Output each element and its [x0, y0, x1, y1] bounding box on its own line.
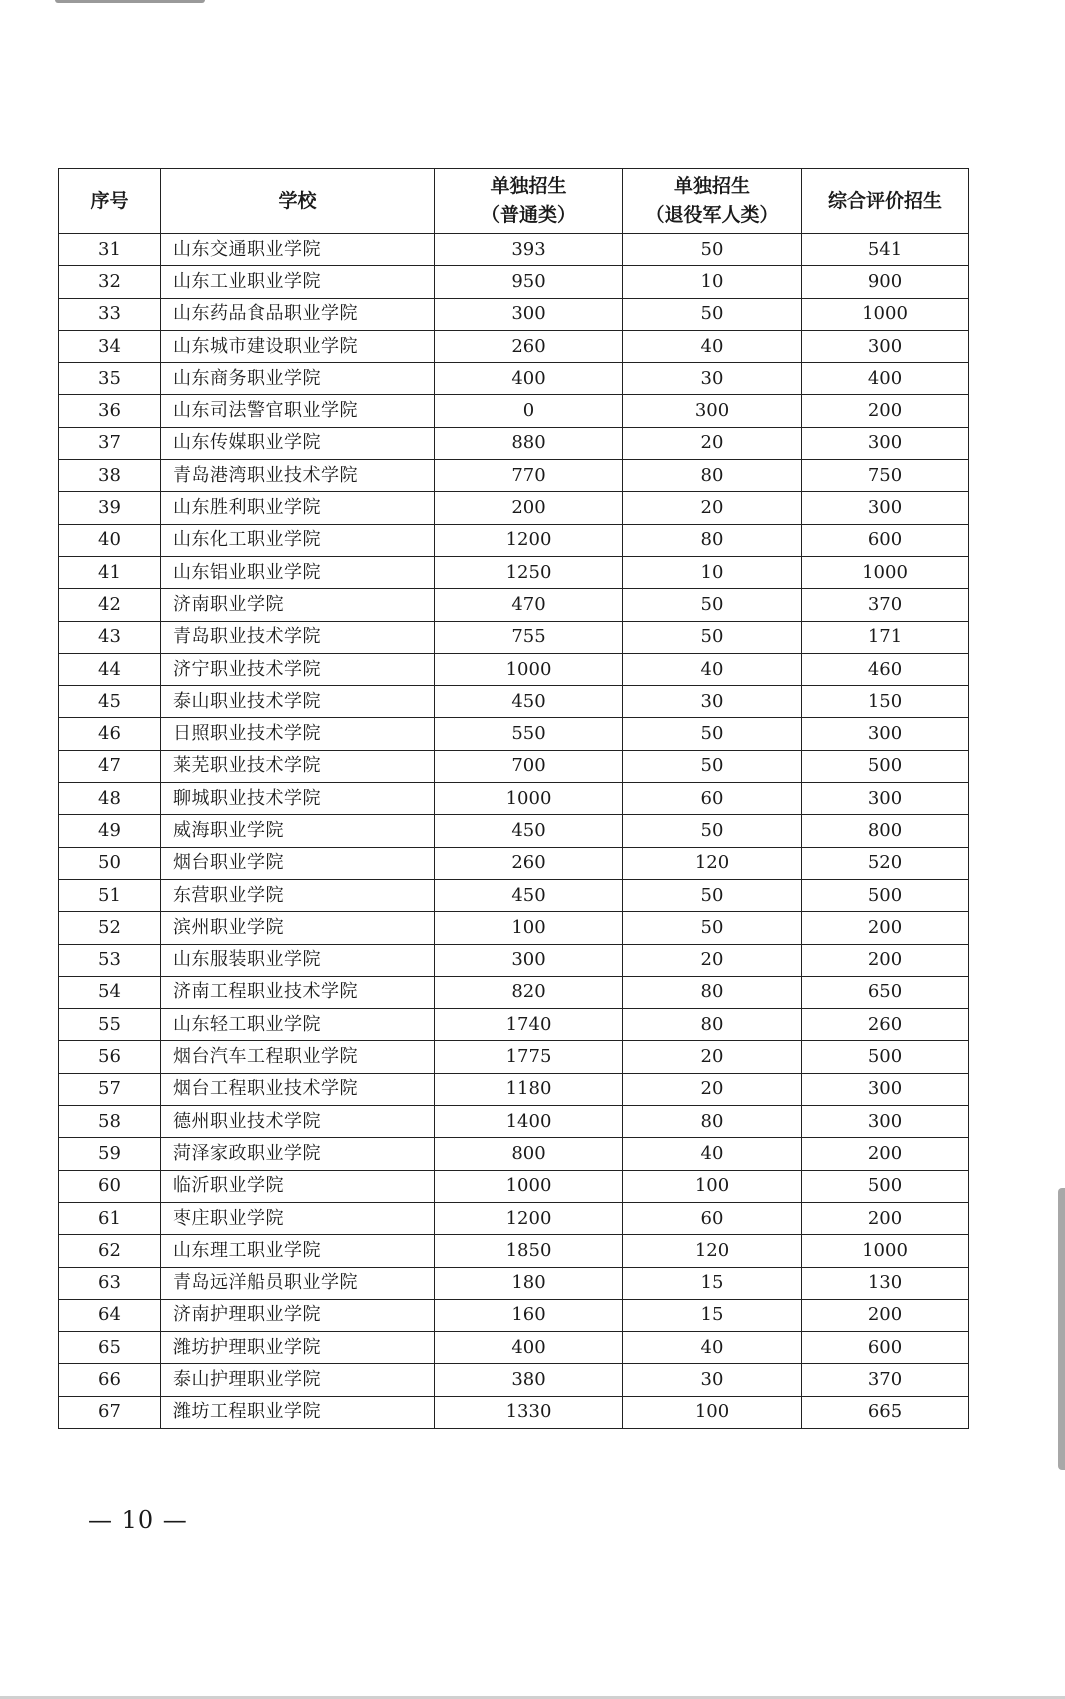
cell-single-veteran: 20 [623, 1041, 802, 1073]
cell-single-general: 880 [435, 427, 623, 459]
cell-seq: 37 [59, 427, 161, 459]
cell-single-veteran: 30 [623, 1364, 802, 1396]
table-row [59, 234, 969, 266]
cell-comprehensive: 800 [802, 815, 969, 847]
cell-seq: 35 [59, 363, 161, 395]
cell-single-veteran: 120 [623, 847, 802, 879]
cell-school: 山东城市建设职业学院 [161, 330, 435, 362]
cell-seq: 54 [59, 976, 161, 1008]
cell-single-general: 1330 [435, 1396, 623, 1428]
table-row [59, 460, 969, 492]
cell-comprehensive: 600 [802, 524, 969, 556]
table-row [59, 1138, 969, 1170]
table-row [59, 718, 969, 750]
cell-comprehensive: 750 [802, 460, 969, 492]
cell-single-general: 1000 [435, 653, 623, 685]
cell-single-veteran: 40 [623, 330, 802, 362]
cell-single-general: 1740 [435, 1009, 623, 1041]
cell-comprehensive: 300 [802, 783, 969, 815]
cell-school: 威海职业学院 [161, 815, 435, 847]
cell-school: 烟台工程职业技术学院 [161, 1073, 435, 1105]
cell-single-general: 393 [435, 234, 623, 266]
cell-single-general: 0 [435, 395, 623, 427]
cell-single-general: 1000 [435, 1170, 623, 1202]
cell-school: 山东交通职业学院 [161, 234, 435, 266]
cell-seq: 40 [59, 524, 161, 556]
cell-single-general: 450 [435, 879, 623, 911]
table-row [59, 912, 969, 944]
cell-school: 青岛职业技术学院 [161, 621, 435, 653]
table-row [59, 1267, 969, 1299]
cell-seq: 50 [59, 847, 161, 879]
cell-school: 济南工程职业技术学院 [161, 976, 435, 1008]
header-comprehensive: 综合评价招生 [802, 169, 969, 234]
cell-single-veteran: 300 [623, 395, 802, 427]
cell-seq: 60 [59, 1170, 161, 1202]
table-row [59, 298, 969, 330]
cell-seq: 38 [59, 460, 161, 492]
cell-seq: 53 [59, 944, 161, 976]
cell-comprehensive: 520 [802, 847, 969, 879]
cell-single-general: 300 [435, 944, 623, 976]
cell-seq: 64 [59, 1299, 161, 1331]
header-single-veteran [623, 169, 802, 234]
cell-comprehensive: 900 [802, 266, 969, 298]
cell-school: 泰山护理职业学院 [161, 1364, 435, 1396]
cell-seq: 55 [59, 1009, 161, 1041]
table-row [59, 976, 969, 1008]
cell-single-veteran: 100 [623, 1170, 802, 1202]
table-header-row [59, 169, 969, 234]
cell-seq: 44 [59, 653, 161, 685]
cell-comprehensive: 541 [802, 234, 969, 266]
table-row [59, 589, 969, 621]
cell-single-general: 400 [435, 363, 623, 395]
cell-comprehensive: 400 [802, 363, 969, 395]
cell-comprehensive: 130 [802, 1267, 969, 1299]
cell-single-general: 1850 [435, 1235, 623, 1267]
cell-single-veteran: 50 [623, 298, 802, 330]
cell-comprehensive: 665 [802, 1396, 969, 1428]
table-row [59, 1364, 969, 1396]
cell-school: 日照职业技术学院 [161, 718, 435, 750]
cell-school: 山东轻工职业学院 [161, 1009, 435, 1041]
cell-comprehensive: 200 [802, 395, 969, 427]
table-row [59, 1073, 969, 1105]
table-row [59, 524, 969, 556]
cell-single-veteran: 20 [623, 492, 802, 524]
cell-seq: 62 [59, 1235, 161, 1267]
cell-seq: 36 [59, 395, 161, 427]
cell-single-veteran: 40 [623, 1332, 802, 1364]
cell-comprehensive: 200 [802, 1138, 969, 1170]
cell-school: 枣庄职业学院 [161, 1202, 435, 1234]
cell-seq: 31 [59, 234, 161, 266]
cell-single-veteran: 50 [623, 815, 802, 847]
table-row [59, 1170, 969, 1202]
cell-comprehensive: 200 [802, 1299, 969, 1331]
table-row [59, 621, 969, 653]
cell-single-general: 1775 [435, 1041, 623, 1073]
cell-school: 山东司法警官职业学院 [161, 395, 435, 427]
header-single-veteran-line2: （退役军人类） [645, 204, 779, 226]
cell-comprehensive: 460 [802, 653, 969, 685]
cell-seq: 39 [59, 492, 161, 524]
cell-comprehensive: 200 [802, 944, 969, 976]
table-row [59, 783, 969, 815]
cell-school: 山东药品食品职业学院 [161, 298, 435, 330]
cell-seq: 56 [59, 1041, 161, 1073]
cell-seq: 67 [59, 1396, 161, 1428]
cell-single-veteran: 20 [623, 944, 802, 976]
cell-single-veteran: 80 [623, 460, 802, 492]
cell-single-veteran: 100 [623, 1396, 802, 1428]
cell-single-general: 380 [435, 1364, 623, 1396]
cell-seq: 34 [59, 330, 161, 362]
cell-single-veteran: 50 [623, 621, 802, 653]
table-row [59, 1009, 969, 1041]
cell-single-general: 700 [435, 750, 623, 782]
cell-single-general: 1400 [435, 1106, 623, 1138]
cell-school: 山东商务职业学院 [161, 363, 435, 395]
cell-seq: 45 [59, 686, 161, 718]
cell-single-general: 1250 [435, 556, 623, 588]
table-row [59, 815, 969, 847]
cell-seq: 58 [59, 1106, 161, 1138]
cell-single-veteran: 60 [623, 783, 802, 815]
cell-single-general: 950 [435, 266, 623, 298]
cell-seq: 66 [59, 1364, 161, 1396]
table-row [59, 427, 969, 459]
cell-seq: 43 [59, 621, 161, 653]
cell-single-veteran: 30 [623, 686, 802, 718]
cell-school: 山东服装职业学院 [161, 944, 435, 976]
cell-school: 莱芜职业技术学院 [161, 750, 435, 782]
table-row [59, 1299, 969, 1331]
cell-seq: 61 [59, 1202, 161, 1234]
cell-school: 烟台职业学院 [161, 847, 435, 879]
cell-seq: 63 [59, 1267, 161, 1299]
cell-single-veteran: 50 [623, 879, 802, 911]
cell-single-general: 450 [435, 686, 623, 718]
top-edge-mark [55, 0, 205, 3]
cell-comprehensive: 370 [802, 589, 969, 621]
cell-single-veteran: 80 [623, 1106, 802, 1138]
cell-single-general: 180 [435, 1267, 623, 1299]
table-row [59, 847, 969, 879]
cell-comprehensive: 1000 [802, 1235, 969, 1267]
cell-single-general: 200 [435, 492, 623, 524]
cell-school: 济南护理职业学院 [161, 1299, 435, 1331]
cell-comprehensive: 1000 [802, 556, 969, 588]
cell-single-general: 1200 [435, 524, 623, 556]
cell-single-general: 755 [435, 621, 623, 653]
cell-comprehensive: 500 [802, 1041, 969, 1073]
table-row [59, 653, 969, 685]
table-row [59, 1332, 969, 1364]
cell-single-veteran: 120 [623, 1235, 802, 1267]
cell-school: 潍坊工程职业学院 [161, 1396, 435, 1428]
cell-single-general: 450 [435, 815, 623, 847]
cell-school: 山东胜利职业学院 [161, 492, 435, 524]
cell-single-general: 550 [435, 718, 623, 750]
cell-comprehensive: 500 [802, 1170, 969, 1202]
cell-comprehensive: 650 [802, 976, 969, 1008]
cell-comprehensive: 500 [802, 879, 969, 911]
cell-comprehensive: 300 [802, 492, 969, 524]
cell-comprehensive: 370 [802, 1364, 969, 1396]
cell-single-general: 100 [435, 912, 623, 944]
cell-school: 泰山职业技术学院 [161, 686, 435, 718]
cell-single-general: 160 [435, 1299, 623, 1331]
cell-comprehensive: 260 [802, 1009, 969, 1041]
cell-single-general: 1180 [435, 1073, 623, 1105]
cell-single-veteran: 80 [623, 1009, 802, 1041]
cell-comprehensive: 1000 [802, 298, 969, 330]
scrollbar-thumb[interactable] [1058, 1188, 1065, 1470]
cell-single-veteran: 20 [623, 427, 802, 459]
table-row [59, 363, 969, 395]
cell-seq: 46 [59, 718, 161, 750]
cell-single-veteran: 10 [623, 266, 802, 298]
cell-single-veteran: 80 [623, 524, 802, 556]
table-row [59, 1396, 969, 1428]
cell-single-general: 400 [435, 1332, 623, 1364]
table-row [59, 266, 969, 298]
header-school: 学校 [161, 169, 435, 234]
cell-school: 临沂职业学院 [161, 1170, 435, 1202]
cell-school: 东营职业学院 [161, 879, 435, 911]
cell-school: 山东化工职业学院 [161, 524, 435, 556]
cell-comprehensive: 171 [802, 621, 969, 653]
header-single-general-line1: 单独招生 [490, 175, 567, 197]
cell-single-general: 1000 [435, 783, 623, 815]
cell-seq: 52 [59, 912, 161, 944]
table-row [59, 492, 969, 524]
cell-single-general: 770 [435, 460, 623, 492]
table-row [59, 686, 969, 718]
cell-school: 德州职业技术学院 [161, 1106, 435, 1138]
cell-school: 滨州职业学院 [161, 912, 435, 944]
cell-single-veteran: 20 [623, 1073, 802, 1105]
cell-school: 烟台汽车工程职业学院 [161, 1041, 435, 1073]
cell-comprehensive: 600 [802, 1332, 969, 1364]
table-row [59, 1041, 969, 1073]
cell-single-general: 470 [435, 589, 623, 621]
cell-school: 济宁职业技术学院 [161, 653, 435, 685]
cell-single-veteran: 15 [623, 1267, 802, 1299]
cell-seq: 59 [59, 1138, 161, 1170]
cell-single-general: 260 [435, 847, 623, 879]
table-row [59, 750, 969, 782]
cell-single-general: 300 [435, 298, 623, 330]
cell-single-veteran: 15 [623, 1299, 802, 1331]
cell-school: 山东理工职业学院 [161, 1235, 435, 1267]
cell-seq: 65 [59, 1332, 161, 1364]
table-row [59, 395, 969, 427]
cell-seq: 49 [59, 815, 161, 847]
cell-comprehensive: 300 [802, 1073, 969, 1105]
cell-seq: 32 [59, 266, 161, 298]
cell-seq: 33 [59, 298, 161, 330]
cell-single-veteran: 30 [623, 363, 802, 395]
cell-comprehensive: 300 [802, 718, 969, 750]
cell-comprehensive: 200 [802, 912, 969, 944]
enrollment-quota-table [58, 168, 969, 1429]
table-row [59, 330, 969, 362]
cell-seq: 48 [59, 783, 161, 815]
cell-single-general: 260 [435, 330, 623, 362]
cell-school: 青岛港湾职业技术学院 [161, 460, 435, 492]
cell-school: 青岛远洋船员职业学院 [161, 1267, 435, 1299]
cell-school: 山东工业职业学院 [161, 266, 435, 298]
cell-single-general: 820 [435, 976, 623, 1008]
cell-single-veteran: 10 [623, 556, 802, 588]
header-single-veteran-line1: 单独招生 [673, 175, 750, 197]
cell-seq: 57 [59, 1073, 161, 1105]
cell-seq: 47 [59, 750, 161, 782]
table-row [59, 944, 969, 976]
header-single-general [435, 169, 623, 234]
cell-seq: 42 [59, 589, 161, 621]
cell-single-veteran: 50 [623, 912, 802, 944]
cell-school: 山东传媒职业学院 [161, 427, 435, 459]
cell-comprehensive: 300 [802, 1106, 969, 1138]
table-body [59, 234, 969, 1429]
header-seq: 序号 [59, 169, 161, 234]
cell-single-veteran: 50 [623, 750, 802, 782]
table-row [59, 1235, 969, 1267]
cell-comprehensive: 500 [802, 750, 969, 782]
cell-school: 济南职业学院 [161, 589, 435, 621]
cell-school: 聊城职业技术学院 [161, 783, 435, 815]
cell-comprehensive: 300 [802, 427, 969, 459]
cell-single-veteran: 40 [623, 653, 802, 685]
cell-comprehensive: 300 [802, 330, 969, 362]
table-row [59, 1202, 969, 1234]
cell-single-veteran: 80 [623, 976, 802, 1008]
cell-single-veteran: 40 [623, 1138, 802, 1170]
header-single-general-line2: （普通类） [480, 204, 576, 226]
table-row [59, 879, 969, 911]
table-row [59, 1106, 969, 1138]
cell-comprehensive: 150 [802, 686, 969, 718]
table-row [59, 556, 969, 588]
cell-single-veteran: 50 [623, 234, 802, 266]
cell-single-general: 1200 [435, 1202, 623, 1234]
cell-school: 山东铝业职业学院 [161, 556, 435, 588]
cell-comprehensive: 200 [802, 1202, 969, 1234]
page-number: — 10 — [88, 1506, 188, 1534]
cell-seq: 51 [59, 879, 161, 911]
cell-seq: 41 [59, 556, 161, 588]
cell-single-veteran: 50 [623, 589, 802, 621]
cell-school: 菏泽家政职业学院 [161, 1138, 435, 1170]
cell-school: 潍坊护理职业学院 [161, 1332, 435, 1364]
cell-single-veteran: 60 [623, 1202, 802, 1234]
cell-single-general: 800 [435, 1138, 623, 1170]
cell-single-veteran: 50 [623, 718, 802, 750]
